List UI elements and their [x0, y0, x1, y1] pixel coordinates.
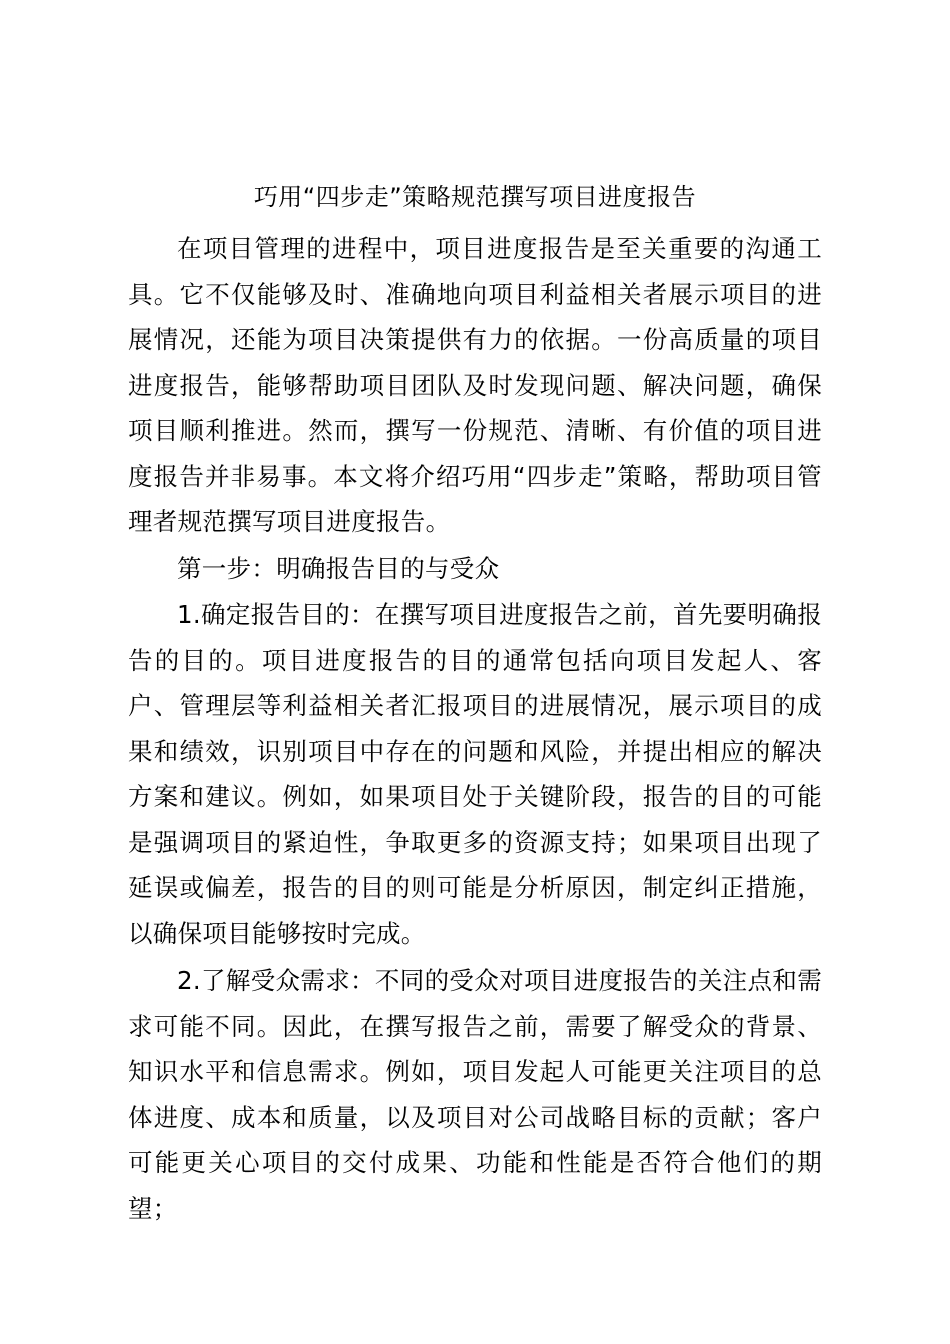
document-body	[128, 226, 822, 1231]
report-purpose-paragraph: 1.确定报告目的：在撰写项目进度报告之前，首先要明确报告的目的。项目进度报告的目的通常包括向项目发起人、客户、管理层等利益相关者汇报项目的进展情况，展示项目的成果和绩效，识别项目中存在的问题和风险，并提出相应的解决方案和建议。例如，如果项目处于关键阶段，报告的目的可能是强调项目的紧迫性，争取更多的资源支持；如果项目出现了延误或偏差，报告的目的则可能是分析原因，制定纠正措施，以确保项目能够按时完成。	[128, 600, 822, 948]
step-one-heading: 第一步：明确报告目的与受众	[177, 553, 500, 583]
document-title: 巧用“四步走”策略规范撰写项目进度报告	[253, 183, 697, 211]
audience-needs-paragraph: 2.了解受众需求：不同的受众对项目进度报告的关注点和需求可能不同。因此，在撰写报告之前，需要了解受众的背景、知识水平和信息需求。例如，项目发起人可能更关注项目的总体进度、成本和质量，以及项目对公司战略目标的贡献；客户可能更关心项目的交付成果、功能和性能是否符合他们的期望；	[128, 966, 822, 1223]
intro-paragraph: 在项目管理的进程中，项目进度报告是至关重要的沟通工具。它不仅能够及时、准确地向项目利益相关者展示项目的进展情况，还能为项目决策提供有力的依据。一份高质量的项目进度报告，能够帮助项目团队及时发现问题、解决问题，确保项目顺利推进。然而，撰写一份规范、清晰、有价值的项目进度报告并非易事。本文将介绍巧用“四步走”策略，帮助项目管理者规范撰写项目进度报告。	[128, 234, 822, 536]
